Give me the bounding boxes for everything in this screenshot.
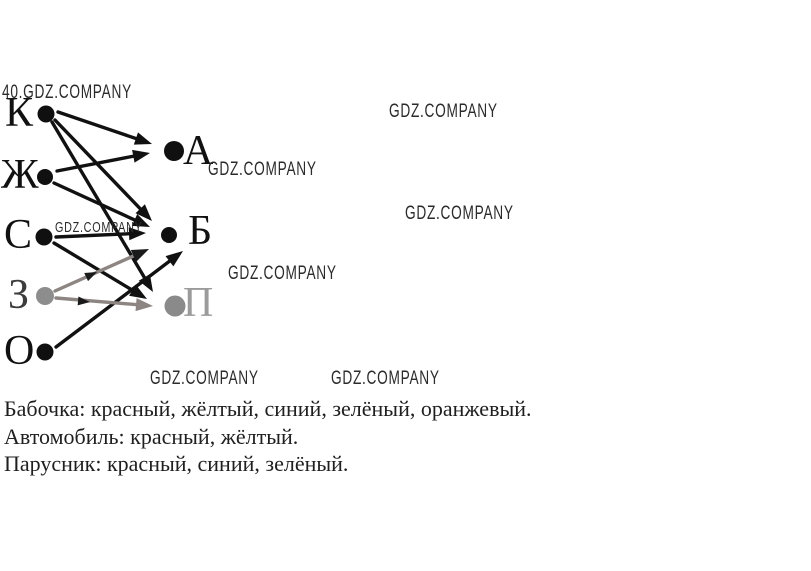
watermark-6: GDZ.COMPANY	[150, 368, 259, 389]
node-dot-З	[36, 287, 54, 305]
answer-text-block	[4, 395, 532, 478]
node-dot-А	[164, 141, 184, 161]
answer-line-0: Бабочка: красный, жёлтый, синий, зелёный, оранжевый.	[4, 396, 532, 421]
node-letter-С: С	[4, 212, 33, 258]
arrowhead-З-П	[136, 298, 154, 312]
answer-line-1: Автомобиль: красный, жёлтый.	[4, 423, 299, 449]
node-letter-Б: Б	[188, 208, 213, 254]
mid-arrowhead-icon	[78, 296, 91, 306]
arrowhead-Ж-А	[132, 147, 151, 163]
node-letter-О: О	[4, 328, 35, 374]
node-letter-З: З	[8, 272, 30, 318]
arrowhead-К-А	[134, 132, 154, 150]
node-dot-О	[37, 344, 54, 361]
watermark-2: GDZ.COMPANY	[208, 159, 317, 180]
node-letter-К: К	[5, 90, 34, 136]
watermark-7: GDZ.COMPANY	[331, 368, 440, 389]
node-letter-Ж: Ж	[1, 152, 39, 198]
watermark-5: GDZ.COMPANY	[228, 263, 337, 284]
node-letter-П: П	[183, 280, 214, 326]
node-dot-К	[38, 106, 55, 123]
answer-line-2: Парусник: красный, синий, зелёный.	[4, 451, 349, 476]
edge-З-П	[56, 298, 143, 305]
watermark-4: GDZ.COMPANY	[405, 203, 514, 224]
node-dot-Ж	[37, 169, 53, 185]
node-dot-С	[36, 229, 53, 246]
watermark-3: GDZ.COMPANY	[55, 219, 143, 236]
watermark-0: 40.GDZ.COMPANY	[2, 82, 132, 103]
node-letter-А: А	[183, 128, 214, 174]
arrowhead-К-П	[139, 274, 159, 295]
watermark-1: GDZ.COMPANY	[389, 101, 498, 122]
node-dot-Б	[161, 227, 177, 243]
edge-Ж-Б	[54, 183, 141, 223]
